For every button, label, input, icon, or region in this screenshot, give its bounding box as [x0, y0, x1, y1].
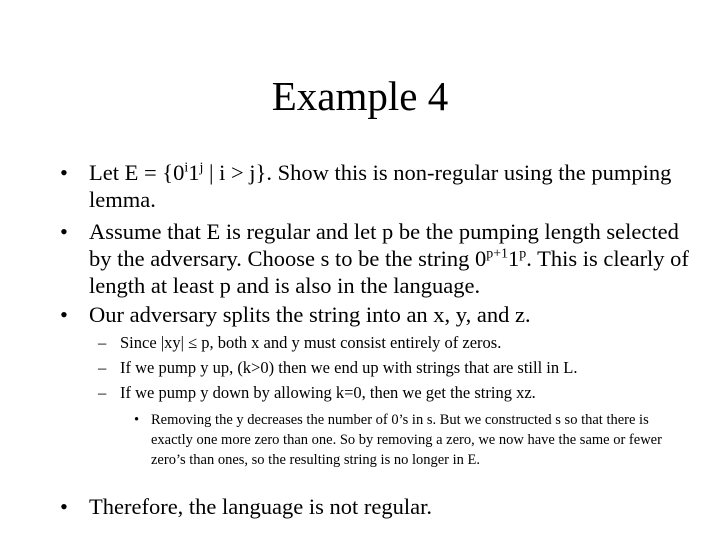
bullet-marker: • — [60, 302, 68, 327]
sub-bullet-text: If we pump y down by allowing k=0, then we get the string xz. — [120, 383, 536, 402]
bullet-item-conclusion — [60, 493, 690, 520]
sub-bullet-text: If we pump y up, (k>0) then we end up with strings that are still in L. — [120, 358, 578, 377]
bullet-marker: • — [134, 412, 140, 428]
dash-marker: – — [98, 333, 107, 352]
sub-bullet-text: Since |xy| ≤ p, both x and y must consist entirely of zeros. — [120, 333, 502, 352]
bullet-marker: • — [60, 219, 68, 244]
superscript-p-plus-1: p+1 — [486, 246, 509, 262]
superscript-j: j — [199, 160, 204, 176]
bullet-item-adversary-split — [60, 301, 690, 328]
bullet-text: Assume that E is regular and let p be the pumping length selected by the adversary. Choose s to be the string $0^{p+1}1^p$. This is clearly of length at least p and is also in the language. — [89, 219, 689, 298]
sub-bullet-item-pump-up — [98, 357, 698, 379]
sub-sub-bullet-item-removing-y — [134, 410, 694, 470]
bullet-item-language-definition — [60, 159, 690, 213]
superscript-i: i — [184, 160, 189, 176]
sub-bullet-item-xy-zeros — [98, 332, 698, 354]
dash-marker: – — [98, 358, 107, 377]
bullet-text: Our adversary splits the string into an x, y, and z. — [89, 302, 531, 327]
bullet-text: Therefore, the language is not regular. — [89, 494, 432, 519]
bullet-marker: • — [60, 494, 68, 519]
superscript-p: p — [519, 246, 527, 262]
sub-sub-bullet-text: Removing the y decreases the number of 0’s in s. But we constructed s so that there is exactly one more zero than one. So by removing a zero, we now have the same or fewer zero’s than ones, so the resulting string is no longer in E. — [151, 412, 662, 468]
bullet-item-assume-regular — [60, 218, 690, 299]
slide-title: Example 4 — [271, 73, 449, 119]
bullet-marker: • — [60, 160, 68, 185]
sub-bullet-item-pump-down — [98, 382, 698, 404]
bullet-text: Let $E = \{0^i1^j$ | i > j}. Show this is non-regular using the pumping lemma. — [89, 160, 672, 212]
dash-marker: – — [98, 383, 107, 402]
